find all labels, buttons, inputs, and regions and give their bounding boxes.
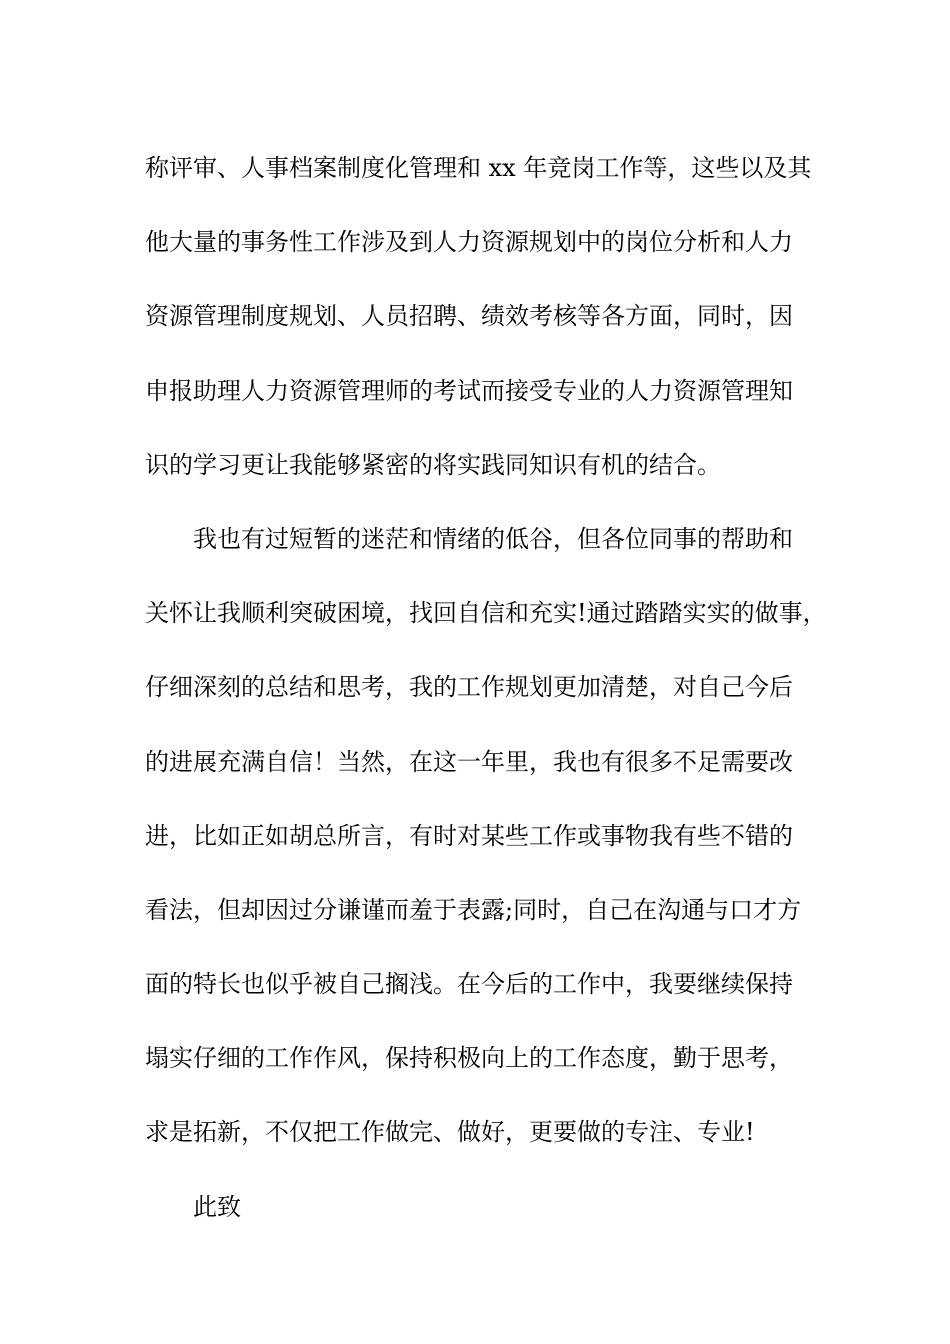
body-text: [145, 131, 827, 1244]
text-line: 资源管理制度规划、人员招聘、绩效考核等各方面，同时，因: [145, 302, 793, 331]
text-line: 识的学习更让我能够紧密的将实践同知识有机的结合。: [145, 450, 721, 479]
text-line: 他大量的事务性工作涉及到人力资源规划中的岗位分析和人力: [145, 228, 793, 257]
text-line: 面的特长也似乎被自己搁浅。在今后的工作中，我要继续保持: [145, 970, 793, 999]
text-line: 仔细深刻的总结和思考，我的工作规划更加清楚，对自己今后: [145, 673, 793, 702]
text-line: 关怀让我顺利突破困境，找回自信和充实!通过踏踏实实的做事，: [145, 599, 827, 628]
text-line: 看法，但却因过分谦谨而羞于表露;同时，自己在沟通与口才方: [145, 895, 802, 924]
text-line: 申报助理人力资源管理师的考试而接受专业的人力资源管理知: [145, 376, 793, 405]
closing-salutation: 此致: [193, 1192, 241, 1221]
paragraph-first-line: 我也有过短暂的迷茫和情绪的低谷，但各位同事的帮助和: [193, 524, 793, 553]
text-line: 称评审、人事档案制度化管理和 xx 年竞岗工作等，这些以及其: [145, 154, 812, 182]
text-line: 求是拓新，不仅把工作做完、做好，更要做的专注、专业!: [145, 1118, 755, 1147]
text-line: 进，比如正如胡总所言，有时对某些工作或事物我有些不错的: [145, 821, 793, 850]
text-line: 的进展充满自信！当然，在这一年里，我也有很多不足需要改: [145, 747, 793, 776]
text-line: 塌实仔细的工作作风，保持积极向上的工作态度，勤于思考，: [145, 1044, 793, 1073]
